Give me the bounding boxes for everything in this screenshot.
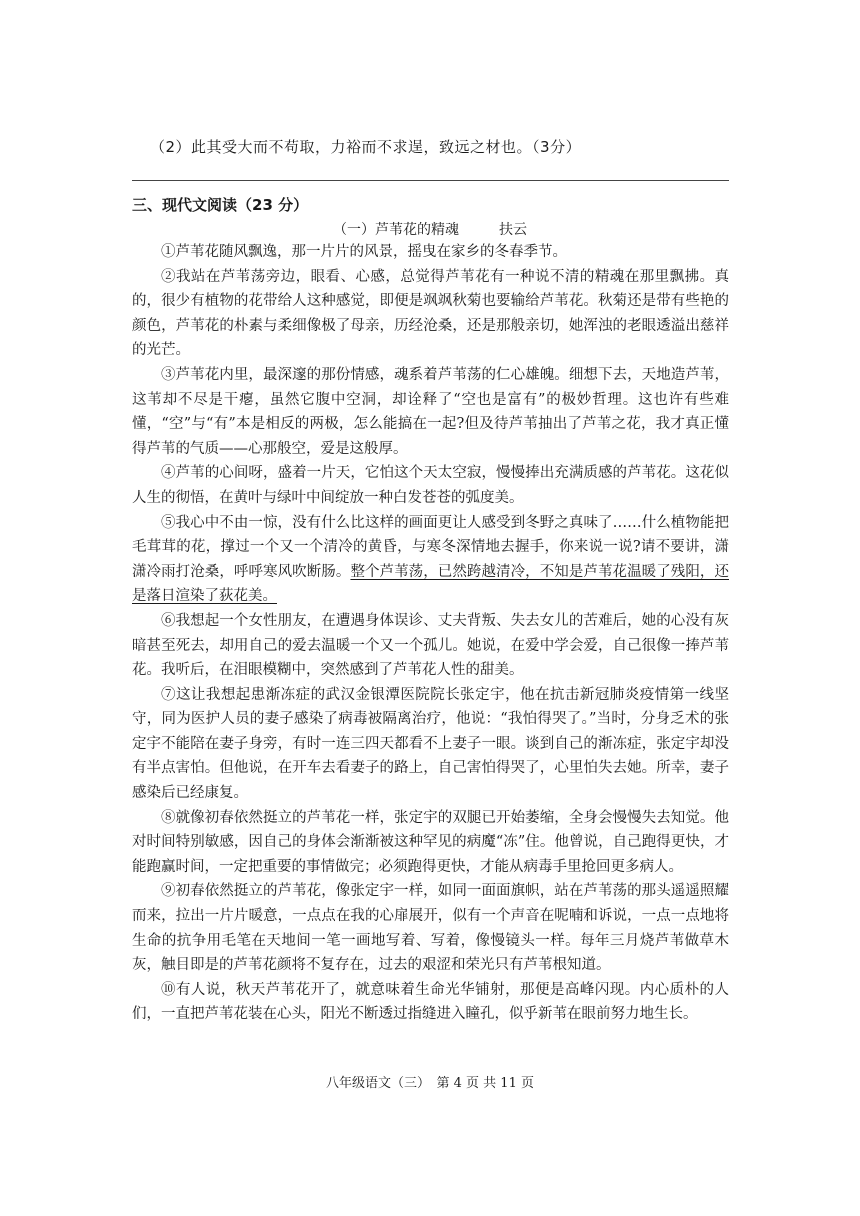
paragraph-3: ③芦苇花内里，最深邃的那份情感，魂系着芦苇荡的仁心雄魄。细想下去，天地造芦苇，这苇却不尽是干瘪，虽然它腹中空洞，却诠释了“空也是富有”的极妙哲理。这也许有些难懂，“空”与“有”本是相反的两极，怎么能搞在一起?但及待芦苇抽出了芦苇之花，我才真正懂得芦苇的气质——心那般空，爱是这般厚。	[132, 366, 729, 457]
paragraph-8: ⑧就像初春依然挺立的芦苇花一样，张定宇的双腿已开始萎缩，全身会慢慢失去知觉。他对时间特别敏感，因自己的身体会渐渐被这种罕见的病魔“冻”住。他曾说，自己跑得更快，才能跑赢时间，一定把重要的事情做完；必须跑得更快，才能从病毒手里抢回更多病人。	[132, 809, 729, 875]
paragraph-2: ②我站在芦苇荡旁边，眼看、心感，总觉得芦苇花有一种说不清的精魂在那里飘拂。真的，很少有植物的花带给人这种感觉，即便是飒飒秋菊也要输给芦苇花。秋菊还是带有些艳的颜色，芦苇花的朴素与柔细像极了母亲，历经沧桑，还是那般亲切，她浑浊的老眼透溢出慈祥的光芒。	[132, 268, 729, 359]
article-author: 扶云	[499, 222, 527, 238]
article-title-line	[0, 219, 860, 239]
paragraph-4: ④芦苇的心间呀，盛着一片天，它怕这个天太空寂，慢慢捧出充满质感的芦苇花。这花似人生的彻悟，在黄叶与绿叶中间绽放一种白发苍苍的弧度美。	[132, 465, 729, 506]
paragraph-5-text: ⑤我心中不由一惊，没有什么比这样的画面更让人感受到冬野之真味了……什么植物能把毛茸茸的花，撑过一个又一个清冷的黄昏，与寒冬深情地去握手，你来说一说?请不要讲，潇潇冷雨打沧桑，呼呼寒风吹断肠。	[132, 514, 729, 580]
paragraph-10: ⑩有人说，秋天芦苇花开了，就意味着生命光华铺射，那便是高峰闪现。内心质朴的人们，一直把芦苇花装在心头，阳光不断透过指缝进入瞳孔，似乎新苇在眼前努力地生长。	[132, 981, 729, 1023]
paragraph-6: ⑥我想起一个女性朋友，在遭遇身体误诊、丈夫背叛、失去女儿的苦难后，她的心没有灰暗甚至死去，却用自己的爱去温暖一个又一个孤儿。她说，在爱中学会爱，自己很像一捧芦苇花。我听后，在泪眼模糊中，突然感到了芦苇花人性的甜美。	[132, 612, 729, 679]
article-body	[132, 240, 729, 1027]
paragraph-7: ⑦这让我想起患渐冻症的武汉金银潭医院院长张定宇，他在抗击新冠肺炎疫情第一线坚守，同为医护人员的妻子感染了病毒被隔离治疗，他说：“我怕得哭了。”当时，分身乏术的张定宇不能陪在妻子身旁，有时一连三四天都看不上妻子一眼。谈到自己的渐冻症，张定宇却没有半点害怕。但他说，在开车去看妻子的路上，自己害怕得哭了，心里怕失去她。所幸，妻子感染后已经康复。	[132, 686, 729, 802]
section-heading: 三、现代文阅读（23 分）	[132, 196, 309, 214]
underlined-sentence: 整个芦苇荡，已然跨越清冷，不知是芦苇花温暖了残阳，还是落日渲染了荻花美。	[132, 563, 729, 605]
paragraph-1: ①芦苇花随风飘逸，那一片片的风景，摇曳在家乡的冬春季节。	[161, 244, 567, 260]
paragraph-9: ⑨初春依然挺立的芦苇花，像张定宇一样，如同一面面旗帜，站在芦苇荡的那头遥遥照耀而来，拉出一片片暖意，一点点在我的心扉展开，似有一个声音在呢喃和诉说，一点一点地将生命的抗争用毛笔在天地间一笔一画地写着、写着，像慢镜头一样。每年三月烧芦苇做草木灰，触目即是的芦苇花颜将不复存在，过去的艰涩和荣光只有芦苇根知道。	[132, 883, 729, 974]
article-title: （一）芦苇花的精魂	[333, 222, 459, 238]
section-divider	[132, 180, 729, 181]
page-footer: 八年级语文（三） 第 4 页 共 11 页	[326, 1076, 534, 1091]
paragraph-5	[132, 511, 729, 609]
question-item-2: （2）此其受大而不苟取，力裕而不求逞，致远之材也。（3分）	[150, 138, 582, 156]
